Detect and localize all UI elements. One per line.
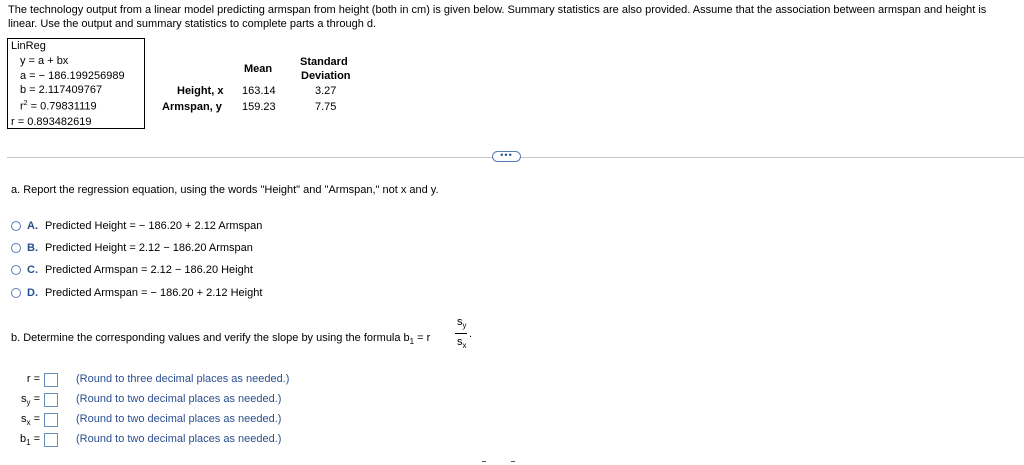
answer-input-b1[interactable]	[44, 433, 58, 447]
part-a-question: a. Report the regression equation, using the words "Height" and "Armspan," not x and y.	[11, 184, 439, 196]
row-label-armspan: Armspan, y	[162, 101, 222, 113]
answer-input-r[interactable]	[44, 373, 58, 387]
scroll-marker	[511, 461, 515, 462]
option-letter: A.	[27, 220, 38, 232]
problem-intro: The technology output from a linear model predicting armspan from height (both in cm) is given below. Summary statistics are also provided. Assume that the association between armspan and height is linear. Use the output and summary statistics to complete parts a through d.	[8, 4, 987, 30]
linreg-a: a = − 186.199256989	[20, 70, 125, 82]
fraction-bar	[455, 333, 467, 334]
frac-den-s: s	[457, 336, 463, 348]
frac-den-sub: x	[462, 341, 467, 350]
radio-icon[interactable]	[11, 243, 21, 253]
part-b-eq: = r	[414, 332, 431, 344]
height-mean: 163.14	[242, 85, 276, 97]
formula-period: .	[469, 328, 473, 340]
option-text: Predicted Height = 2.12 − 186.20 Armspan	[45, 242, 253, 254]
linreg-title: LinReg	[11, 40, 46, 52]
option-letter: D.	[27, 287, 38, 299]
height-sd: 3.27	[315, 85, 337, 97]
answer-label-sx: $s_x$ =	[21, 413, 40, 427]
answer-label-b1: $b_1$ =	[19, 433, 40, 447]
option-c[interactable]	[11, 263, 253, 277]
more-dots-icon: •••	[500, 150, 513, 160]
col-header-mean: Mean	[244, 63, 273, 75]
option-b[interactable]	[11, 241, 253, 255]
linreg-model: y = a + bx	[20, 55, 69, 67]
col-header-sd-2: Deviation	[301, 70, 351, 82]
row-label-height: Height, x	[177, 85, 224, 97]
part-b-text: b. Determine the corresponding values and verify the slope by using the formula b	[11, 332, 410, 344]
answer-input-sx[interactable]	[44, 413, 58, 427]
part-b-question	[11, 332, 430, 344]
option-text: Predicted Armspan = − 186.20 + 2.12 Height	[45, 287, 263, 299]
r2-value: = 0.79831119	[30, 100, 97, 113]
r2-prefix: r	[20, 100, 24, 113]
armspan-sd: 7.75	[315, 101, 337, 113]
option-a[interactable]	[11, 219, 262, 233]
armspan-mean: 159.23	[242, 101, 276, 113]
radio-icon[interactable]	[11, 288, 21, 298]
frac-numerator	[457, 316, 467, 328]
scroll-marker	[482, 461, 486, 462]
frac-denominator	[457, 336, 467, 348]
answer-label-sy: $s_y$ =	[21, 393, 40, 407]
answer-hint: (Round to two decimal places as needed.)	[76, 413, 282, 425]
answer-input-sy[interactable]	[44, 393, 58, 407]
frac-num-s: s	[457, 316, 463, 328]
linreg-b: b = 2.117409767	[20, 84, 103, 96]
answer-hint: (Round to two decimal places as needed.)	[76, 393, 282, 405]
answer-hint: (Round to three decimal places as needed.)	[76, 373, 290, 385]
option-d[interactable]	[11, 286, 262, 300]
r2-sup: 2	[23, 100, 28, 107]
expand-more-button[interactable]	[492, 151, 521, 162]
linreg-r: r = 0.893482619	[11, 116, 92, 128]
part-b-sub: 1	[409, 337, 415, 346]
linreg-r-squared	[20, 100, 97, 113]
frac-num-sub: y	[462, 321, 467, 330]
option-text: Predicted Height = − 186.20 + 2.12 Armspan	[45, 220, 263, 232]
linreg-output-box	[7, 38, 145, 129]
option-text: Predicted Armspan = 2.12 − 186.20 Height	[45, 264, 253, 276]
answer-label-r: r =	[26, 373, 40, 385]
radio-icon[interactable]	[11, 221, 21, 231]
option-letter: B.	[27, 242, 38, 254]
option-letter: C.	[27, 264, 38, 276]
radio-icon[interactable]	[11, 265, 21, 275]
col-header-sd-1: Standard	[300, 56, 348, 68]
answer-hint: (Round to two decimal places as needed.)	[76, 433, 282, 445]
